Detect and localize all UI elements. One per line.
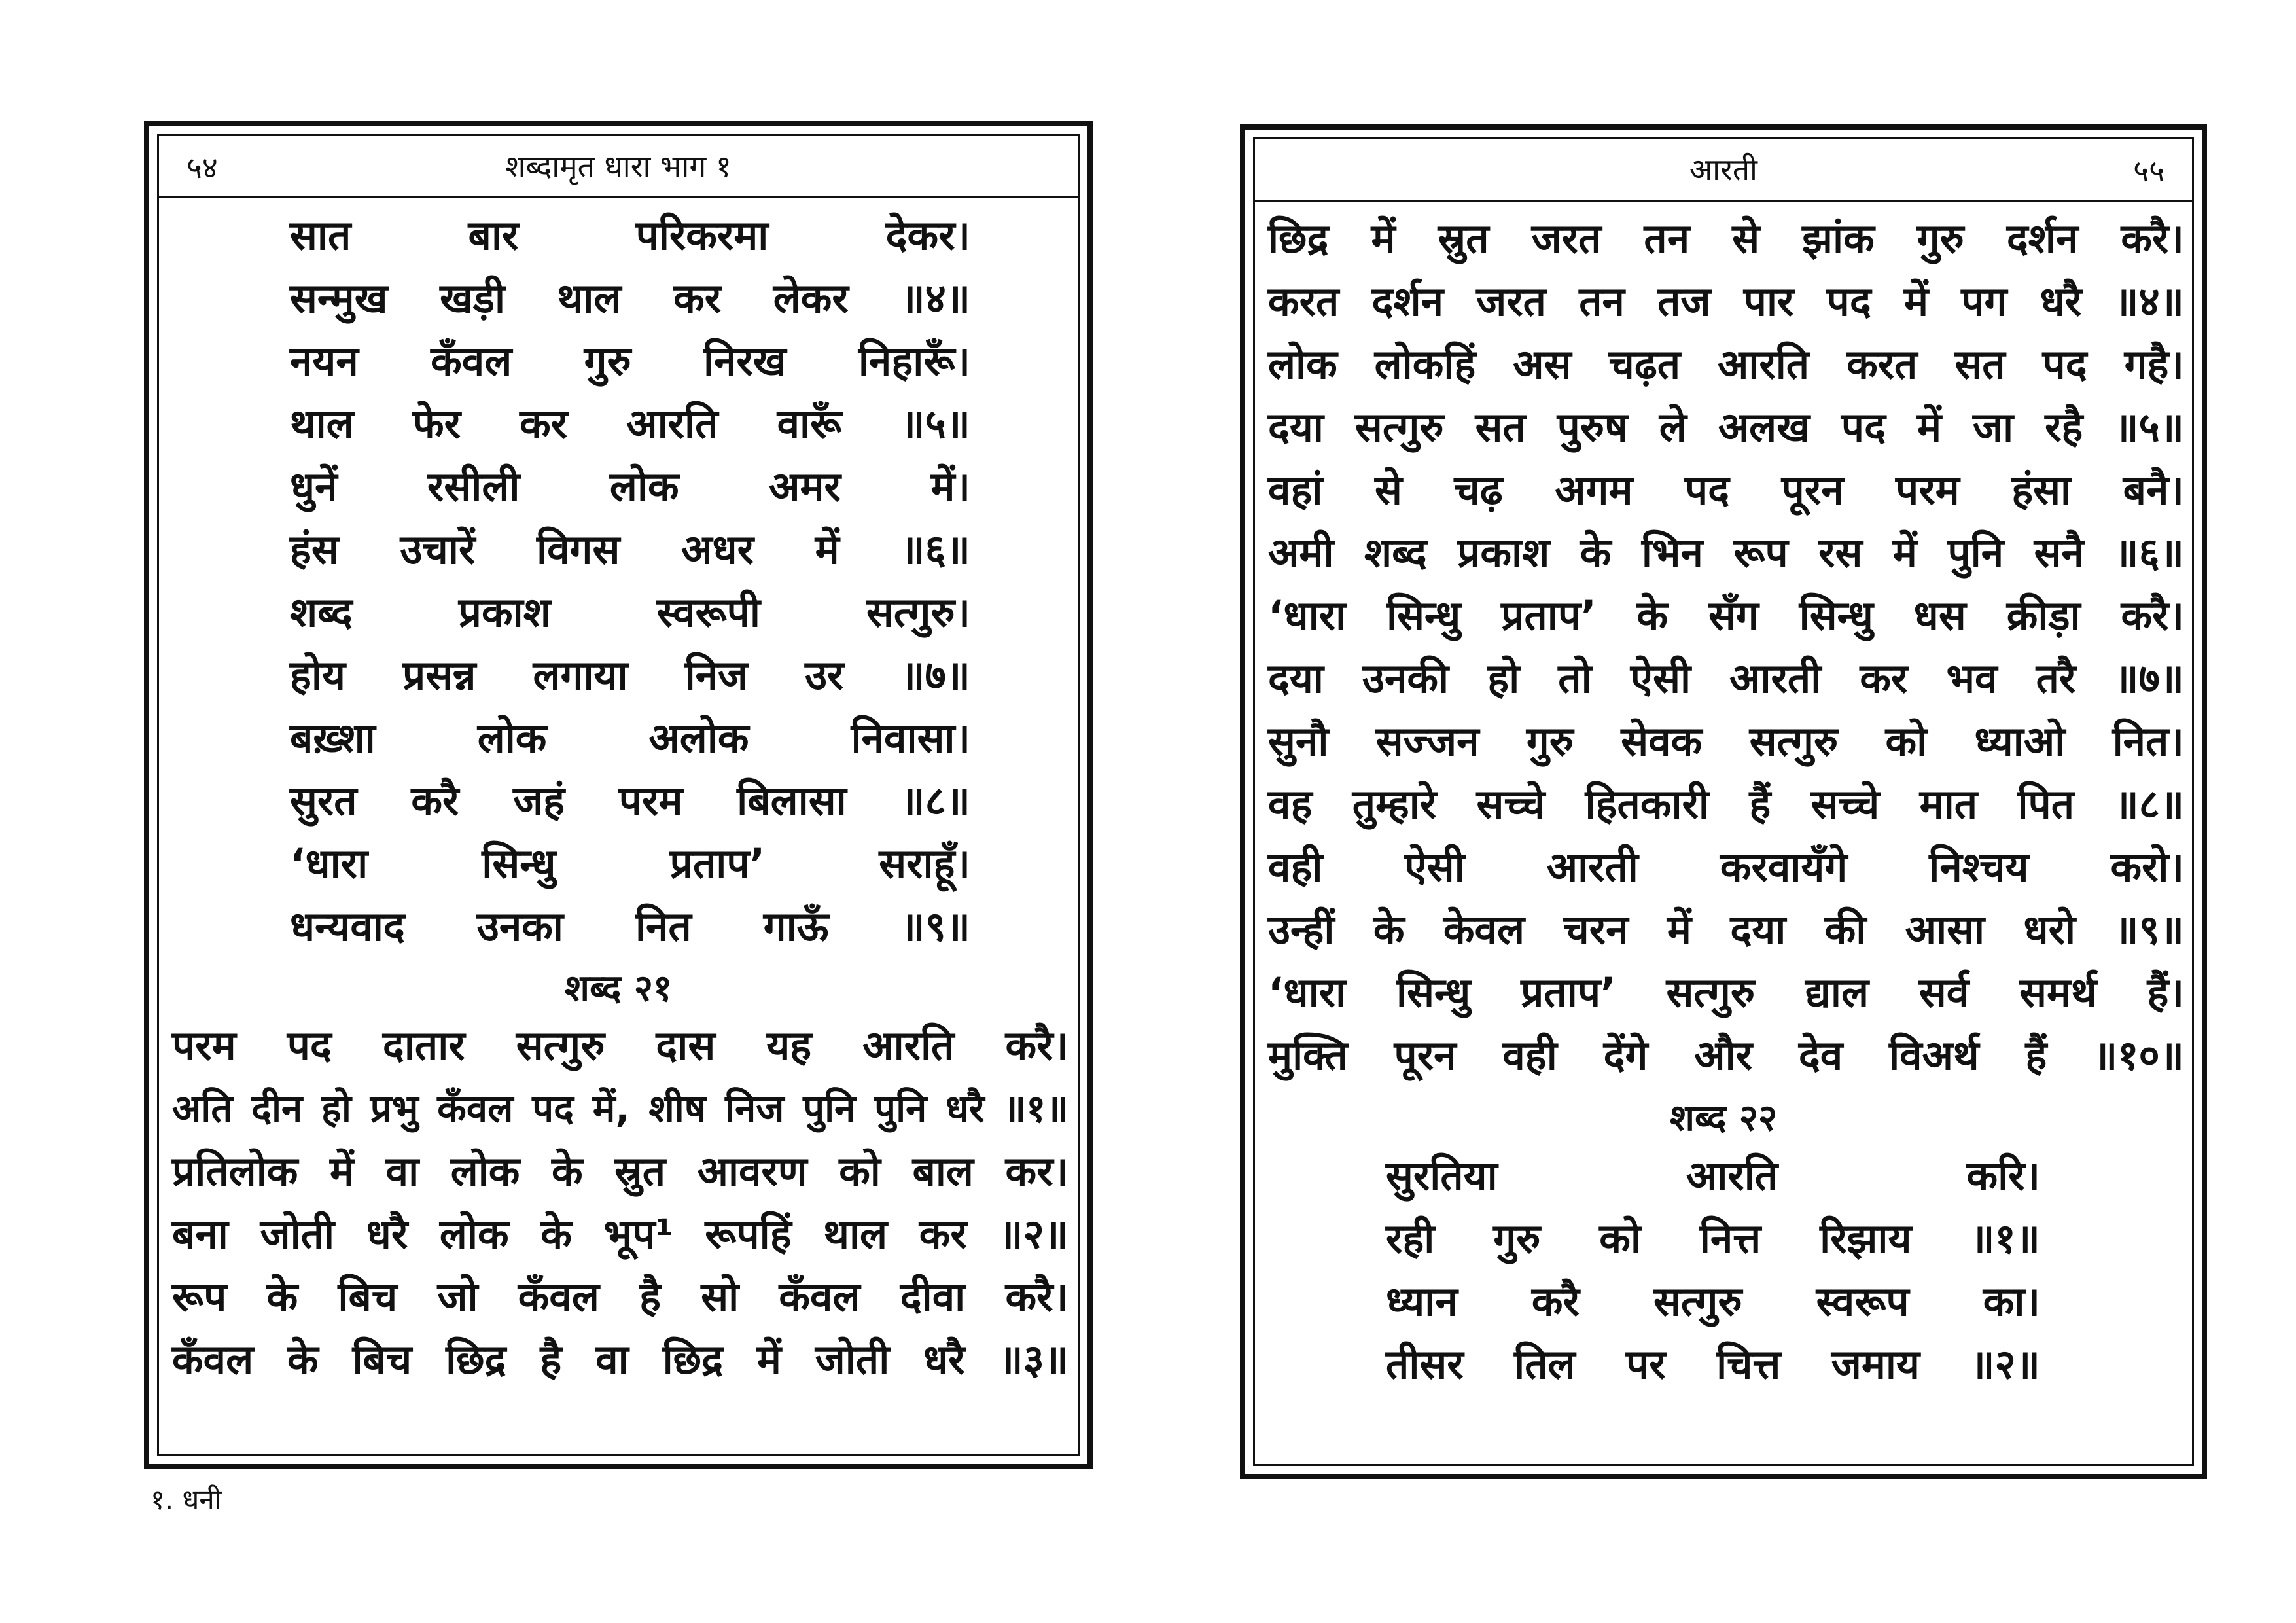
verse-line: मुक्ति पूरन वही देंगे और देव विअर्थ हैं ॥१०॥ — [1268, 1031, 2184, 1079]
verse-line: करत दर्शन जरत तन तज पार पद में पग धरै ॥४॥ — [1268, 277, 2184, 325]
shabd-heading: शब्द २२ — [1669, 1097, 1778, 1139]
right-running-title: आरती — [1689, 152, 1757, 187]
left-page-number: ५४ — [186, 150, 218, 185]
verse-line: नयन कँवल गुरु निरख निहारूँ। — [290, 337, 970, 385]
footnote: १. धनी — [150, 1484, 222, 1516]
left-page-frame — [157, 134, 1080, 1456]
verse-line: ‘धारा सिन्धु प्रताप’ सत्गुरु द्याल सर्व समर्थ हैं। — [1268, 969, 2184, 1016]
verse-line: वही ऐसी आरती करवायँगे निश्चय करो। — [1268, 843, 2184, 891]
verse-line: लोक लोकहिं अस चढ़त आरति करत सत पद गहै। — [1268, 340, 2184, 388]
verse-line: कँवल के बिच छिद्र है वा छिद्र में जोती धरै ॥३॥ — [172, 1336, 1069, 1383]
left-running-title: शब्दामृत धारा भाग १ — [505, 149, 732, 184]
verse-line: परम पद दातार सत्गुरु दास यह आरति करै। — [172, 1022, 1069, 1069]
shabd-heading: शब्द २१ — [564, 967, 673, 1010]
verse-line: रही गुरु को नित्त रिझाय ॥१॥ — [1386, 1215, 2040, 1262]
right-page-number: ५५ — [2133, 153, 2164, 188]
verse-line: सुरत करै जहं परम बिलासा ॥८॥ — [290, 777, 970, 825]
verse-line: सुरतिया आरति करि। — [1386, 1152, 2040, 1200]
verse-line: धुनें रसीली लोक अमर में। — [290, 463, 970, 510]
verse-line: वह तुम्हारे सच्चे हितकारी हैं सच्चे मात पित ॥८॥ — [1268, 780, 2184, 828]
verse-line: थाल फेर कर आरति वारूँ ॥५॥ — [290, 400, 970, 448]
verse-line: शब्द प्रकाश स्वरूपी सत्गुरु। — [290, 588, 970, 636]
verse-line: दया उनकी हो तो ऐसी आरती कर भव तरै ॥७॥ — [1268, 654, 2184, 702]
verse-line: तीसर तिल पर चित्त जमाय ॥२॥ — [1386, 1340, 2040, 1388]
verse-line: अमी शब्द प्रकाश के भिन रूप रस में पुनि सनै ॥६॥ — [1268, 529, 2184, 577]
verse-line: रूप के बिच जो कँवल है सो कँवल दीवा करै। — [172, 1273, 1069, 1321]
right-page-header — [1255, 139, 2192, 202]
right-page-frame — [1253, 137, 2194, 1466]
verse-line: बख़्शा लोक अलोक निवासा। — [290, 714, 970, 762]
verse-line: प्रतिलोक में वा लोक के स्रुत आवरण को बाल कर। — [172, 1147, 1069, 1195]
verse-line: ध्यान करै सत्गुरु स्वरूप का। — [1386, 1277, 2040, 1325]
verse-line: दया सत्गुरु सत पुरुष ले अलख पद में जा रहै ॥५॥ — [1268, 403, 2184, 451]
verse-line: ‘धारा सिन्धु प्रताप’ के सँग सिन्धु धस क्रीड़ा करै। — [1268, 592, 2184, 639]
verse-line: सुनौ सज्जन गुरु सेवक सत्गुरु को ध्याओ नित। — [1268, 717, 2184, 765]
verse-line: होय प्रसन्न लगाया निज उर ॥७॥ — [290, 651, 970, 699]
verse-line: बना जोती धरै लोक के भूप¹ रूपहिं थाल कर ॥२॥ — [172, 1210, 1069, 1258]
left-page — [144, 121, 1093, 1469]
verse-line: छिद्र में स्रुत जरत तन से झांक गुरु दर्शन करै। — [1268, 215, 2184, 262]
verse-line: सात बार परिकरमा देकर। — [290, 211, 970, 259]
verse-line: वहां से चढ़ अगम पद पूरन परम हंसा बनै। — [1268, 466, 2184, 514]
verse-line: सन्मुख खड़ी थाल कर लेकर ॥४॥ — [290, 274, 970, 322]
right-page — [1240, 124, 2207, 1479]
left-page-header — [159, 136, 1078, 198]
verse-line: हंस उचारें विगस अधर में ॥६॥ — [290, 526, 970, 573]
verse-line: उन्हीं के केवल चरन में दया की आसा धरो ॥९॥ — [1268, 906, 2184, 954]
verse-line: धन्यवाद उनका नित गाऊँ ॥९॥ — [290, 902, 970, 950]
verse-line: ‘धारा सिन्धु प्रताप’ सराहूँ। — [290, 840, 970, 887]
verse-line: अति दीन हो प्रभु कँवल पद में, शीष निज पुनि पुनि धरै ॥१॥ — [172, 1086, 1069, 1131]
